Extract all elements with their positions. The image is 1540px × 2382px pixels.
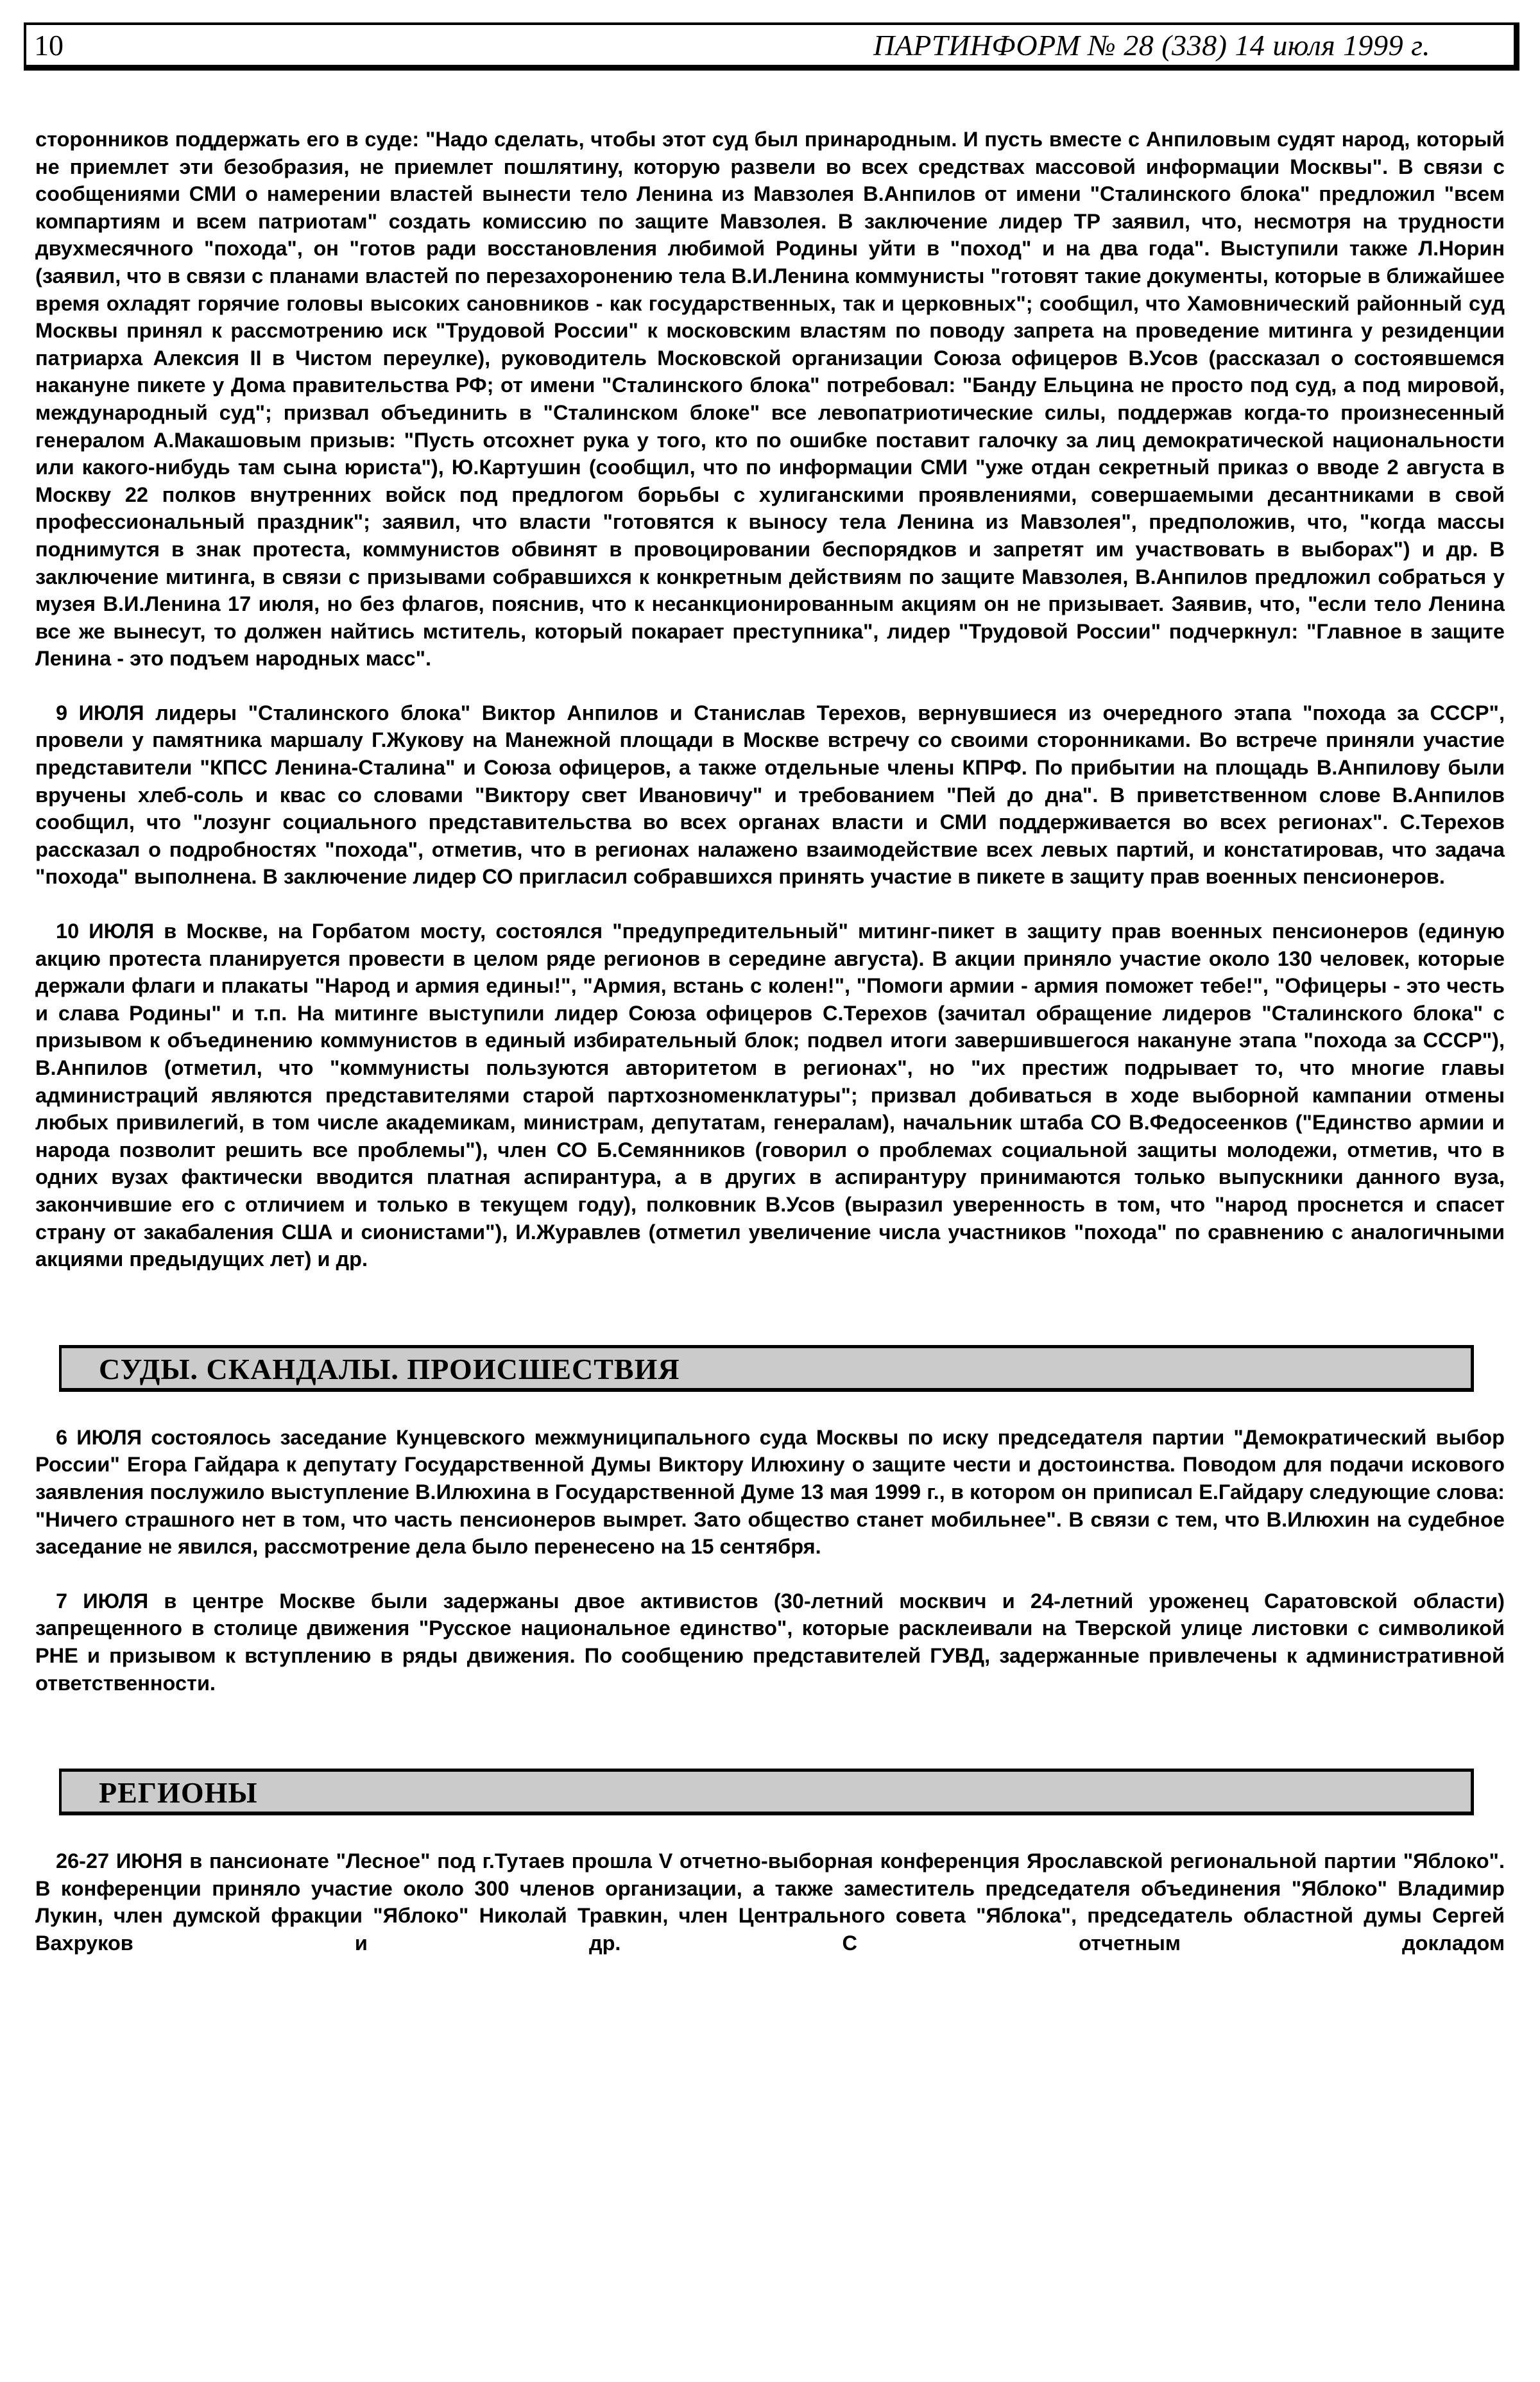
publication-title: ПАРТИНФОРМ № 28 (338) 14 июля 1999 г. — [873, 29, 1430, 62]
page-number: 10 — [34, 29, 64, 62]
article-paragraph: 9 ИЮЛЯ лидеры "Сталинского блока" Виктор Анпилов и Станислав Терехов, вернувшиеся из очередного этапа "похода за СССР", провели у памятника маршалу Г.Жукову на Манежной площади в Москве встречу со своими сторонниками. Во встрече приняли участие представители "КПСС Ленина-Сталина" и Союза офицеров, а также отдельные члены КПРФ. По прибытии на площадь В.Анпилову были вручены хлеб-соль и квас со словами "Виктору свет Ивановичу" и требованием "Пей до дна". В приветственном слове В.Анпилов сообщил, что "лозунг социального представительства во всех органах власти и СМИ поддерживается во всех регионах". С.Терехов рассказал о подробностях "похода", отметив, что в регионах налажено взаимодействие всех левых партий, и констатировав, что задача "похода" выполнена. В заключение лидер СО пригласил собравшихся принять участие в пикете в защиту прав военных пенсионеров. — [35, 701, 1505, 889]
article-paragraph: 26-27 ИЮНЯ в пансионате "Лесное" под г.Тутаев прошла V отчетно-выборная конференция Ярославской региональной партии "Яблоко". В конференции приняло участие около 300 членов организации, а также заместитель председателя объединения "Яблоко" Владимир Лукин, член думской фракции "Яблоко" Николай Травкин, член Центрального совета "Яблока", председатель областной думы Сергей Вахруков и др. С отчетным докладом — [35, 1849, 1505, 1955]
article-paragraph: сторонников поддержать его в суде: "Надо сделать, чтобы этот суд был принародным. И пусть вместе с Анпиловым судят народ, который не приемлет эти безобразия, не приемлет пошлятину, которую развели во всех средствах массовой информации Москвы". В связи с сообщениями СМИ о намерении властей вынести тело Ленина из Мавзолея В.Анпилов от имени "Сталинского блока" предложил "всем компартиям и всем патриотам" создать комиссию по защите Мавзолея. В заключение лидер ТР заявил, что, несмотря на трудности двухмесячного "похода", он "готов ради восстановления любимой Родины уйти в "поход" и на два года". Выступили также Л.Норин (заявил, что в связи с планами властей по перезахоронению тела В.И.Ленина коммунисты "готовят такие документы, которые в ближайшее время охладят горячие головы высоких сановников - как государственных, так и церковных"; сообщил, что Хамовнический районный суд Москвы принял к рассмотрению иск "Трудовой России" к московским властям по поводу запрета на проведение митинга у резиденции патриарха Алексия II в Чистом переулке), руководитель Московской организации Союза офицеров В.Усов (рассказал о состоявшемся накануне пикете у Дома правительства РФ; от имени "Сталинского блока" потребовал: "Банду Ельцина не просто под суд, а под мировой, международный суд"; призвал объединить в "Сталинском блоке" все левопатриотические силы, поддержав когда-то произнесенный генералом А.Макашовым призыв: "Пусть отсохнет рука у того, кто по ошибке поставит галочку за лиц демократической национальности или какого-нибудь там сына юриста"), Ю.Картушин (сообщил, что по информации СМИ "уже отдан секретный приказ о вводе 2 августа в Москву 22 полков внутренних войск под предлогом борьбы с хулиганскими проявлениями, совершаемыми десантниками в свой профессиональный праздник"; заявил, что власти "готовятся к выносу тела Ленина из Мавзолея", предположив, что, "когда массы поднимутся в знак протеста, коммунистов обвинят в провоцировании беспорядков и запретят им участвовать в выборах") и др. В заключение митинга, в связи с призывами собравшихся к конкретным действиям по защите Мавзолея, В.Анпилов предложил собраться у музея В.И.Ленина 17 июля, но без флагов, пояснив, что к несанкционированным акциям он не призывает. Заявив, что, "если тело Ленина все же вынесут, то должен найтись мститель, который покарает преступника", лидер "Трудовой России" подчеркнул: "Главное в защите Ленина - это подъем народных масс". — [35, 128, 1505, 671]
section-header-regions — [59, 1769, 1474, 1815]
article-paragraph: 10 ИЮЛЯ в Москве, на Горбатом мосту, состоялся "предупредительный" митинг-пикет в защиту прав военных пенсионеров (единую акцию протеста планируется провести в целом ряде регионов в середине августа). В акции приняло участие около 130 человек, которые держали флаги и плакаты "Народ и армия едины!", "Армия, встань с колен!", "Помоги армии - армия поможет тебе!", "Офицеры - это честь и слава Родины" и т.п. На митинге выступили лидер Союза офицеров С.Терехов (зачитал обращение лидеров "Сталинского блока" с призывом к объединению коммунистов в единый избирательный блок; подвел итоги завершившегося накануне этапа "похода за СССР"), В.Анпилов (отметил, что "коммунисты пользуются авторитетом в регионах", но "их престиж подрывает то, что многие главы администраций являются представителями старой партхозноменклатуры"; призвал добиваться в ходе выборной кампании отмены любых привилегий, в том числе академикам, министрам, депутатам, генералам), начальник штаба СО В.Федосеенков ("Единство армии и народа позволит решить все проблемы"), член СО Б.Семянников (говорил о проблемах социальной защиты молодежи, отметив, что в одних вузах фактически вводится платная аспирантура, а в других в аспирантуру принимаются только выпускники данного вуза, закончившие его с отличием и только в текущем году), полковник В.Усов (выразил уверенность в том, что "народ проснется и спасет страну от закабаления США и сионистами"), И.Журавлев (отметил увеличение числа участников "похода" по сравнению с аналогичными акциями предыдущих лет) и др. — [35, 920, 1505, 1271]
article-paragraph: 7 ИЮЛЯ в центре Москве были задержаны двое активистов (30-летний москвич и 24-летний уроженец Саратовской области) запрещенного в столице движения "Русское национальное единство", которые расклеивали на Тверской улице листовки с символикой РНЕ и призывом к вступлению в ряды движения. По сообщению представителей ГУВД, задержанные привлечены к административной ответственности. — [35, 1589, 1505, 1695]
page-content — [35, 126, 1505, 1957]
section-header-courts — [59, 1345, 1474, 1392]
section-title: РЕГИОНЫ — [99, 1776, 258, 1810]
page-header — [24, 22, 1519, 71]
section-title: СУДЫ. СКАНДАЛЫ. ПРОИСШЕСТВИЯ — [99, 1352, 680, 1385]
article-paragraph: 6 ИЮЛЯ состоялось заседание Кунцевского межмуниципального суда Москвы по иску председателя партии "Демократический выбор России" Егора Гайдара к депутату Государственной Думы Виктору Илюхину о защите чести и достоинства. Поводом для подачи искового заявления послужило выступление В.Илюхина в Государственной Думе 13 мая 1999 г., в котором он приписал Е.Гайдару следующие слова: "Ничего страшного нет в том, что часть пенсионеров вымрет. Зато общество станет мобильнее". В связи с тем, что В.Илюхин на судебное заседание не явился, рассмотрение дела было перенесено на 15 сентября. — [35, 1425, 1505, 1559]
